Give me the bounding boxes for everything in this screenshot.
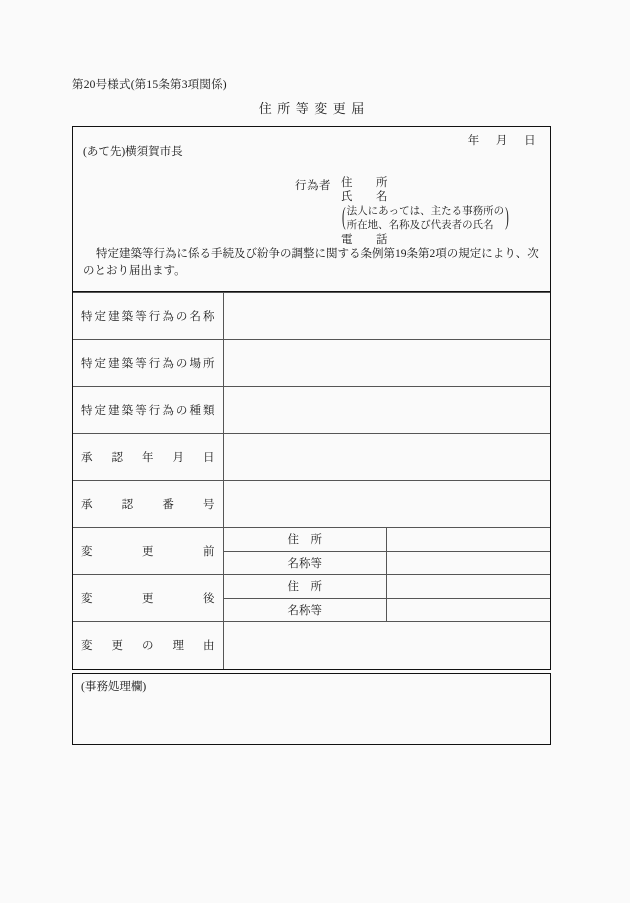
row-label-change-before: 変更前 <box>73 528 223 575</box>
value-change-after-address[interactable] <box>387 575 551 599</box>
actor-note-line2: 所在地、名称及び代表者の氏名 <box>346 219 494 231</box>
date-line <box>468 132 536 148</box>
actor-note-line1: 法人にあっては、主たる事務所の <box>346 206 505 217</box>
date-day-label: 日 <box>524 135 536 147</box>
actor-corporate-note <box>341 202 510 232</box>
actor-address-label: 住 所 <box>341 177 394 189</box>
date-month-label: 月 <box>495 135 508 147</box>
row-label-project-name: 特定建築等行為の名称 <box>73 293 223 340</box>
row-value-approval-date[interactable] <box>223 434 550 481</box>
row-label-approval-number: 承認番号 <box>73 481 223 528</box>
addressee: (あて先)横須賀市長 <box>83 146 183 158</box>
row-label-project-type: 特定建築等行為の種類 <box>73 387 223 434</box>
form-frame <box>72 126 551 670</box>
sublabel-change-after-name: 名称等 <box>223 598 387 622</box>
office-use-box[interactable] <box>72 673 551 745</box>
actor-name-label: 氏 名 <box>341 191 394 203</box>
page-title: 住所等変更届 <box>258 101 370 116</box>
table-row <box>73 575 550 599</box>
table-row <box>73 387 550 434</box>
actor-fields <box>341 176 510 247</box>
statement-paragraph: 特定建築等行為に係る手続及び紛争の調整に関する条例第19条第2項の規定により、次のとおり届出ます。 <box>83 248 539 277</box>
table-row <box>73 528 550 552</box>
date-year-label: 年 <box>467 135 480 147</box>
main-table <box>73 292 550 669</box>
value-change-after-name[interactable] <box>387 598 551 622</box>
table-row <box>73 293 550 340</box>
value-change-before-address[interactable] <box>387 528 551 552</box>
row-label-project-location: 特定建築等行為の場所 <box>73 340 223 387</box>
table-row <box>73 622 550 669</box>
actor-block <box>295 176 510 247</box>
actor-label: 行為者 <box>295 180 331 192</box>
table-row <box>73 434 550 481</box>
row-value-approval-number[interactable] <box>223 481 550 528</box>
row-value-project-type[interactable] <box>223 387 550 434</box>
table-row <box>73 481 550 528</box>
actor-phone-label: 電 話 <box>341 234 394 246</box>
form-number: 第20号様式(第15条第3項関係) <box>72 79 227 91</box>
office-use-label: (事務処理欄) <box>81 681 147 693</box>
row-value-project-location[interactable] <box>223 340 550 387</box>
value-change-before-name[interactable] <box>387 551 551 575</box>
row-value-project-name[interactable] <box>223 293 550 340</box>
table-row <box>73 340 550 387</box>
bracket-close-icon: ) <box>505 202 509 231</box>
row-label-approval-date: 承認年月日 <box>73 434 223 481</box>
sublabel-change-before-name: 名称等 <box>223 551 387 575</box>
row-label-change-reason: 変更の理由 <box>73 622 223 669</box>
row-value-change-reason[interactable] <box>223 622 550 669</box>
header-block <box>73 127 550 292</box>
sublabel-change-before-address: 住 所 <box>223 528 387 552</box>
bracket-open-icon: ( <box>342 202 346 231</box>
row-label-change-after: 変更後 <box>73 575 223 622</box>
sublabel-change-after-address: 住 所 <box>223 575 387 599</box>
actor-note-text <box>347 205 504 232</box>
